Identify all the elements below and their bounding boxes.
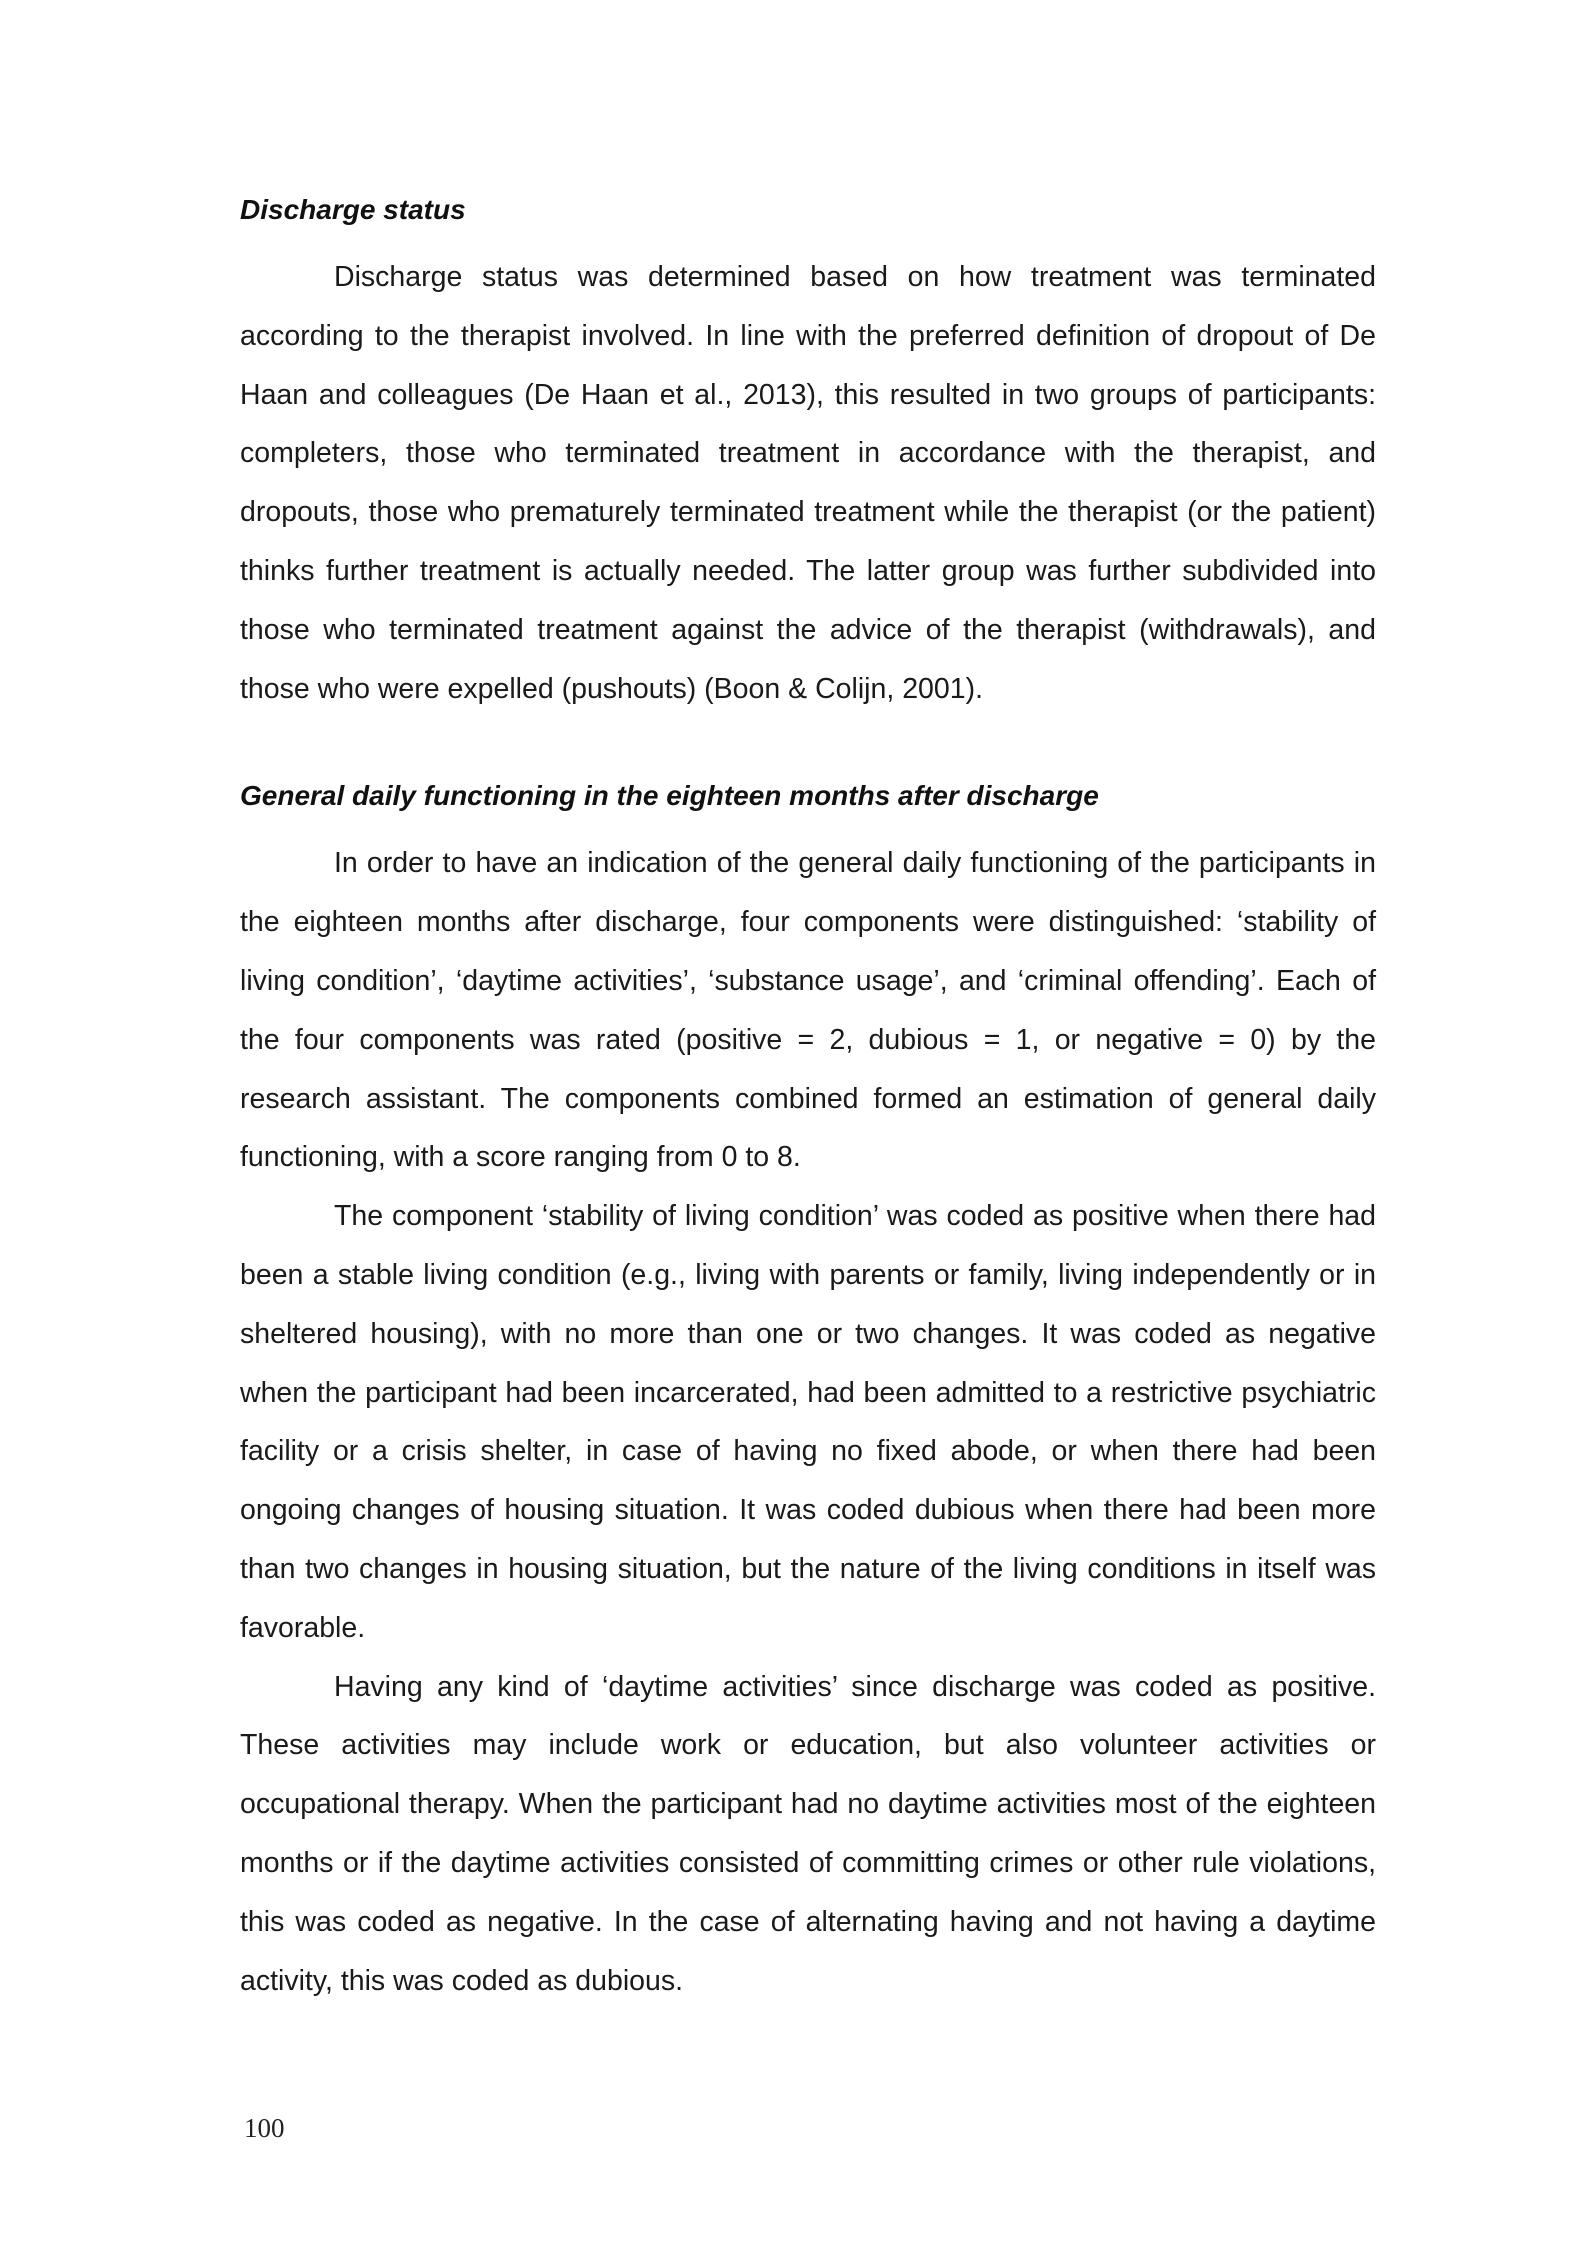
body-paragraph: The component ‘stability of living condition’ was coded as positive when there had been a stable living condition (e.g., living with parents or family, living independently or in sheltered housing), with no more than one or two changes. It was coded as negative when the participant had been incarcerated, had been admitted to a restrictive psychiatric facility or a crisis shelter, in case of having no fixed abode, or when there had been ongoing changes of housing situation. It was coded dubious when there had been more than two changes in housing situation, but the nature of the living conditions in itself was favorable.	[240, 1200, 1376, 1644]
body-paragraph: Discharge status was determined based on how treatment was terminated according to the therapist involved. In line with the preferred definition of dropout of De Haan and colleagues (De Haan et al., 2013), this resulted in two groups of participants: completers, those who terminated treatment in accordance with the therapist, and dropouts, those who prematurely terminated treatment while the therapist (or the patient) thinks further treatment is actually needed. The latter group was further subdivided into those who terminated treatment against the advice of the therapist (withdrawals), and those who were expelled (pushouts) (Boon & Colijn, 2001).	[240, 261, 1376, 705]
page-number: 100	[244, 2113, 285, 2143]
section-general-daily-functioning	[240, 776, 1376, 2010]
page-content	[240, 190, 1376, 2010]
section-spacer	[240, 718, 1376, 776]
section-heading: Discharge status	[240, 194, 466, 225]
section-heading: General daily functioning in the eighteen months after discharge	[240, 780, 1099, 812]
body-paragraph: In order to have an indication of the general daily functioning of the participants in the eighteen months after discharge, four components were distinguished: ‘stability of living condition’, ‘daytime activities’, ‘substance usage’, and ‘criminal offending’. Each of the four components was rated (positive = 2, dubious = 1, or negative = 0) by the research assistant. The components combined formed an estimation of general daily functioning, with a score ranging from 0 to 8.	[240, 847, 1376, 1174]
body-paragraph: Having any kind of ‘daytime activities’ since discharge was coded as positive. These activities may include work or education, but also volunteer activities or occupational therapy. When the participant had no daytime activities most of the eighteen months or if the daytime activities consisted of committing crimes or other rule violations, this was coded as negative. In the case of alternating having and not having a daytime activity, this was coded as dubious.	[240, 1670, 1376, 1997]
section-discharge-status	[240, 190, 1376, 718]
